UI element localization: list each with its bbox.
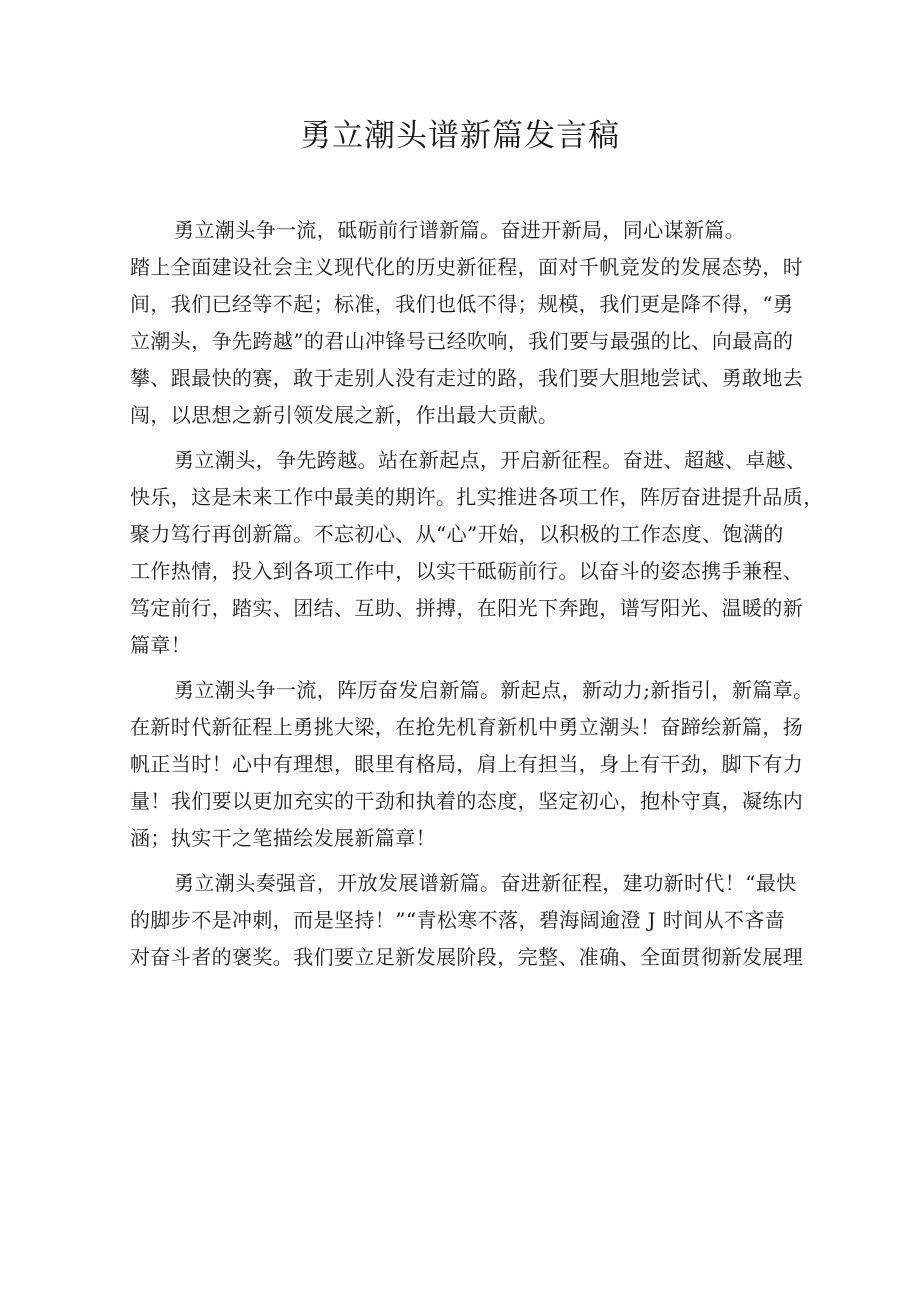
paragraph-2 [130, 442, 824, 664]
text-line: 勇立潮头争一流，阵厉奋发启新篇。新起点，新动力;新指引，新篇章。 [174, 678, 814, 702]
document-title: 勇立潮头谱新篇发言稿 [300, 118, 620, 154]
text-line: 踏上全面建设社会主义现代化的历史新征程，面对千帆竞发的发展态势，时 [130, 255, 804, 279]
text-line: 攀、跟最快的赛，敢于走别人没有走过的路，我们要大胆地尝试、勇敢地去 [130, 366, 804, 390]
text-line: 勇立潮头奏强音，开放发展谱新篇。奋进新征程，建功新时代！“最快 [174, 871, 797, 895]
text-line: 工作热情，投入到各项工作中，以实干砥砺前行。以奋斗的姿态携手兼程、 [130, 559, 804, 583]
text-line: 量！我们要以更加充实的干劲和执着的态度，坚定初心，抱朴守真，凝练内 [130, 789, 804, 813]
text-line: 对奋斗者的褒奖。我们要立足新发展阶段，完整、准确、全面贯彻新发展理 [130, 945, 804, 969]
text-line: 立潮头，争先跨越”的君山冲锋号已经吹响，我们要与最强的比、向最高的 [130, 329, 794, 353]
text-line: 笃定前行，踏实、团结、互助、拼搏，在阳光下奔跑，谱写阳光、温暖的新 [130, 596, 804, 620]
text-line: 勇立潮头，争先跨越。站在新起点，开启新征程。奋进、超越、卓越、 [174, 448, 807, 472]
text-line: 在新时代新征程上勇挑大梁，在抢先机育新机中勇立潮头！奋蹄绘新篇，扬 [130, 715, 804, 739]
paragraph-1 [130, 212, 804, 434]
paragraph-4 [130, 865, 804, 976]
text-line: 的脚步不是冲刺，而是坚持！”“青松寒不落，碧海阔逾澄 J 时间从不吝啬 [130, 908, 786, 932]
paragraph-3 [130, 672, 814, 857]
text-line: 聚力笃行再创新篇。不忘初心、从“心”开始，以积极的工作态度、饱满的 [130, 522, 784, 546]
text-line: 快乐，这是未来工作中最美的期许。扎实推进各项工作，阵厉奋进提升品质， [130, 485, 824, 509]
text-line: 间，我们已经等不起；标准，我们也低不得；规模，我们更是降不得，“勇 [130, 292, 794, 316]
text-line: 涵；执实干之笔描绘发展新篇章！ [130, 826, 436, 850]
text-line: 闯，以思想之新引领发展之新，作出最大贡献。 [130, 403, 559, 427]
document-body [130, 212, 824, 976]
text-line: 勇立潮头争一流，砥砺前行谱新篇。奋进开新局，同心谋新篇。 [174, 218, 746, 242]
text-line: 篇章！ [130, 633, 192, 657]
text-line: 帆正当时！心中有理想，眼里有格局，肩上有担当，身上有干劲，脚下有力 [130, 752, 804, 776]
